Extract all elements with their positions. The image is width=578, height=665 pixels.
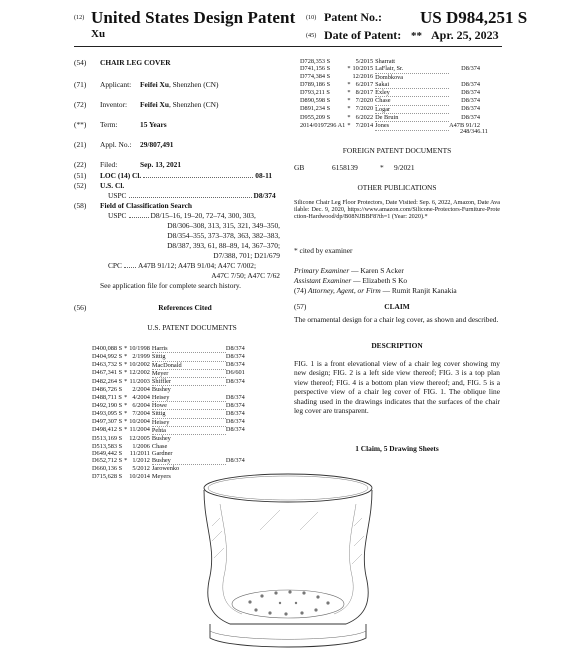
reference-row <box>92 450 247 457</box>
inventor-label: Inventor: <box>100 100 128 109</box>
ref-star: * <box>347 113 351 121</box>
ref-date: 1/2012 <box>132 457 150 465</box>
loc-leader <box>143 172 253 178</box>
ref-number: D400,088 S <box>92 345 123 352</box>
filed-value: Sep. 13, 2021 <box>140 160 182 169</box>
ref-date: 12/2016 <box>352 73 374 81</box>
ref-number: D890,598 S <box>300 96 331 104</box>
reference-row <box>300 58 482 65</box>
ref-class: D8/374 <box>225 352 245 360</box>
ref-inventor: Gardner <box>151 449 173 457</box>
ref-class: D8/374 <box>461 96 481 104</box>
ref-number: D498,412 S <box>92 426 123 434</box>
ref-date: 10/1998 <box>129 345 150 352</box>
ref-inventor: Heisey <box>152 418 226 426</box>
fcs-leader <box>129 212 149 218</box>
reference-row <box>92 378 247 386</box>
design-title: CHAIR LEG COVER <box>100 58 171 67</box>
term-value: 15 Years <box>140 120 167 129</box>
reference-row <box>300 89 482 97</box>
ref-star: * <box>124 345 128 352</box>
ref-number: D492,190 S <box>92 401 123 409</box>
ref-star: * <box>124 457 128 465</box>
ref-date: 11/2011 <box>129 449 150 457</box>
ref-number: D793,211 S <box>300 88 330 96</box>
ref-inventor: Bushey <box>152 457 226 465</box>
reference-row <box>92 426 247 434</box>
foreign-docs-title: FOREIGN PATENT DOCUMENTS <box>342 146 452 155</box>
applicant-name: Feifei Xu <box>140 80 169 89</box>
reference-row <box>300 65 482 73</box>
ref-number: D482,264 S <box>92 377 123 385</box>
uspc-leader <box>129 192 252 198</box>
top-rim <box>204 474 372 502</box>
right-refs-table <box>300 58 482 131</box>
ref-inventor: Chase <box>151 442 168 450</box>
ref-date: 8/2017 <box>355 88 374 96</box>
ref-date: 6/2004 <box>132 401 150 409</box>
us-refs-table <box>92 345 247 480</box>
ref-star: * <box>347 65 351 73</box>
ref-class <box>449 73 482 81</box>
ref-inventor: Sittig <box>152 353 226 361</box>
f52-code: (52) <box>74 181 87 190</box>
ref-star: * <box>124 393 128 401</box>
claim-heading-row <box>294 302 500 311</box>
ref-date: 12/2002 <box>129 369 150 377</box>
foreign-date: 9/2021 <box>394 163 415 172</box>
reference-row <box>92 418 247 426</box>
other-pub-text: Silicone Chair Leg Floor Protectors, Date Visited: Sep. 6, 2022, Amazon, Date Available: Dec. 9, 2020, https://www.amazon.com/Silicone-Protectors-Furniture-Protection-Hardwood/dp/B08NJBBF8?th=1 (Year: 2020).* <box>294 199 500 221</box>
reference-row <box>300 105 482 113</box>
fcs-line: D8/387, 393, 61, 88–89, 14, 367–370; <box>167 241 280 250</box>
description-text: FIG. 1 is a front elevational view of a chair leg cover showing my new design; FIG. 2 is a left side view thereof; FIG. 3 is a top plan view thereof; FIG. 4 is a bottom plan view thereof; and, FIG. 5 is a perspective view of a chair leg cover of FIG. 1. The oblique line shading used in the drawings indicates that the surfaces of the chair leg cover are transparent. <box>294 359 500 416</box>
fcs-line: D7/388, 701; D21/679 <box>213 251 280 260</box>
ref-date: 11/2003 <box>129 377 150 385</box>
ref-star: * <box>347 121 351 129</box>
ref-inventor: MacDonald <box>152 361 226 369</box>
ref-star: * <box>124 369 128 377</box>
ref-star: * <box>347 96 351 104</box>
claims-drawings-summary: 1 Claim, 5 Drawing Sheets <box>355 444 439 453</box>
see-application-note: See application file for complete search history. <box>100 281 241 290</box>
ref-number: D715,628 S <box>92 472 123 480</box>
attorney-label: Attorney, Agent, or Firm <box>308 286 381 295</box>
ref-date: 7/2020 <box>355 105 374 113</box>
cpc-line: A47B 91/12; A47B 91/04; A47C 7/002; <box>137 261 257 270</box>
ref-date: 5/2012 <box>132 464 150 472</box>
ref-date: 7/2004 <box>132 409 150 417</box>
ref-number: D493,095 S <box>92 409 123 417</box>
ref-class: D8/374 <box>225 361 245 369</box>
cpc-label: CPC <box>108 261 122 270</box>
ref-star: * <box>124 418 128 426</box>
other-pub-text-wrap <box>294 199 500 221</box>
ref-number: D513,169 S <box>92 434 123 442</box>
foreign-doc-row <box>294 163 500 172</box>
ref-continuation: 248/346.11 <box>460 128 488 135</box>
reference-row <box>92 402 247 410</box>
ref-date: 12/2005 <box>129 434 150 442</box>
header-divider <box>74 46 502 47</box>
date-marker: ** <box>411 30 422 42</box>
top-rim-inner <box>208 476 368 500</box>
reference-row <box>300 114 482 122</box>
claim-text-wrap <box>294 315 500 324</box>
ref-number: D660,136 S <box>92 464 123 472</box>
ref-class <box>226 450 247 457</box>
foreign-star: * <box>380 163 384 172</box>
ref-inventor: Sakai <box>375 81 449 89</box>
reference-row <box>300 122 482 130</box>
f22-code: (22) <box>74 160 87 169</box>
ref-inventor: Bushey <box>151 386 171 394</box>
header-code-45: (45) <box>306 32 317 39</box>
ref-class: D8/374 <box>461 113 481 121</box>
description-text-wrap <box>294 359 500 415</box>
ref-class: D8/374 <box>225 393 245 401</box>
description-title: DESCRIPTION <box>371 341 423 350</box>
bottom-dot-pattern <box>248 590 329 615</box>
ref-number: 2014/0197296 A1 <box>300 121 346 129</box>
ref-class <box>226 435 247 443</box>
ref-date: 1/2006 <box>132 442 150 450</box>
appl-no-label: Appl. No.: <box>100 140 132 149</box>
ref-class: D8/374 <box>225 457 245 465</box>
f21-code: (21) <box>74 140 87 149</box>
loc-label: LOC (14) Cl. <box>100 171 142 180</box>
ref-date: 7/2014 <box>355 121 374 129</box>
reference-row <box>92 345 247 353</box>
ref-number: D488,711 S <box>92 393 122 401</box>
ref-star: * <box>124 409 128 417</box>
ref-inventor: De Bruin <box>375 114 449 122</box>
ref-number: D774,384 S <box>300 73 331 81</box>
ref-number: D891,234 S <box>300 105 331 113</box>
reference-row <box>92 457 247 465</box>
ref-inventor: LaFlair, Sr. <box>375 65 449 73</box>
cpc-line: A47C 7/50; A47C 7/62 <box>211 271 280 280</box>
ref-inventor: Logar <box>375 105 449 113</box>
ref-date: 11/2004 <box>129 426 150 434</box>
ref-number: D728,353 S <box>300 58 331 65</box>
attorney-row <box>294 286 457 295</box>
ref-star: * <box>124 352 128 360</box>
ref-class: D8/374 <box>225 345 245 352</box>
f58-code: (58) <box>74 201 87 210</box>
ref-number: D789,186 S <box>300 80 331 88</box>
ref-inventor: Shiffler <box>152 378 226 386</box>
ref-number: D955,209 S <box>300 113 331 121</box>
ref-date: 5/2015 <box>355 58 374 65</box>
ref-star: * <box>124 377 128 385</box>
ref-class: D8/374 <box>461 88 481 96</box>
base-line <box>210 631 366 639</box>
reference-row <box>300 81 482 89</box>
ref-inventor: Bushey <box>151 435 171 443</box>
ref-class: D8/374 <box>461 105 481 113</box>
uspc-label: USPC <box>108 191 127 200</box>
ref-date: 10/2015 <box>352 65 374 73</box>
reference-row <box>300 73 482 81</box>
ref-inventor: Sharratt <box>375 58 396 65</box>
filed-label: Filed: <box>100 160 118 169</box>
foreign-no: 6158139 <box>332 163 358 172</box>
reference-row <box>92 369 247 377</box>
claim-code: (57) <box>294 302 307 311</box>
ref-inventor: Meyers <box>151 472 171 480</box>
ref-number: D652,712 S <box>92 457 123 465</box>
reference-row <box>92 435 247 443</box>
ref-date: 10/2004 <box>129 418 150 426</box>
ref-star: * <box>124 401 128 409</box>
ref-number: D467,341 S <box>92 369 123 377</box>
reference-row <box>92 386 247 394</box>
ref-number: D486,726 S <box>92 385 123 393</box>
ref-star: * <box>347 88 351 96</box>
ref-class: D8/374 <box>225 426 245 434</box>
ref-inventor: Heisey <box>152 394 226 402</box>
ref-date: 10/2014 <box>129 472 150 480</box>
attorney-name: — Rumit Ranjit Kanakia <box>382 286 457 295</box>
reference-row <box>92 361 247 369</box>
ref-class: D8/374 <box>225 377 245 385</box>
fcs-line: D8/306–308, 313, 315, 321, 349–350, <box>167 221 280 230</box>
ref-inventor: Pehta <box>152 426 226 434</box>
field-search-label: Field of Classification Search <box>100 201 193 210</box>
us-patent-docs-title: U.S. PATENT DOCUMENTS <box>147 323 237 332</box>
assistant-examiner-label: Assistant Examiner <box>294 276 352 285</box>
reference-row <box>92 443 247 450</box>
applicant-label: Applicant: <box>100 80 132 89</box>
ref-date: 6/2022 <box>355 113 374 121</box>
ref-date: 7/2020 <box>355 96 374 104</box>
ref-number: D741,156 S <box>300 65 331 73</box>
ref-date: 6/2017 <box>355 80 374 88</box>
f72-code: (72) <box>74 100 87 109</box>
ref-inventor: Jones <box>375 122 449 130</box>
header-inventor: Xu <box>91 28 106 40</box>
ref-number: D497,307 S <box>92 418 123 426</box>
ref-number: D463,732 S <box>92 361 123 369</box>
ref-star: * <box>124 361 128 369</box>
f56-code: (56) <box>74 303 87 312</box>
ref-star: * <box>124 426 128 434</box>
primary-examiner-name: — Karen S Acker <box>351 266 404 275</box>
claim-title: CLAIM <box>384 302 410 311</box>
date-label: Date of Patent: <box>324 28 402 42</box>
reference-row <box>300 97 482 105</box>
ref-inventor: Harris <box>152 345 226 353</box>
ref-star: * <box>347 80 351 88</box>
ref-inventor: Dombkova <box>375 73 404 81</box>
patent-number: US D984,251 S <box>420 8 528 27</box>
ref-inventor: Howe <box>152 402 226 410</box>
reference-row <box>92 410 247 418</box>
ref-inventor: Exley <box>375 89 449 97</box>
left-column <box>74 58 284 358</box>
ref-class: D6/601 <box>225 369 245 377</box>
ref-class <box>226 386 247 394</box>
ref-date: 2/2004 <box>132 385 150 393</box>
fcs-uspc-label: USPC <box>108 211 127 220</box>
ref-class: A47B 91/12 <box>449 121 481 129</box>
ref-inventor: Jarowenko <box>151 465 180 473</box>
transparency-shading <box>212 510 364 564</box>
cpc-leader <box>124 262 136 268</box>
ref-inventor: Chase <box>375 97 449 105</box>
assistant-examiner-row <box>294 276 407 285</box>
reference-row <box>92 353 247 361</box>
ref-class: D8/374 <box>225 401 245 409</box>
term-label: Term: <box>100 120 118 129</box>
ref-inventor: Sittig <box>152 410 226 418</box>
ref-class <box>226 443 247 450</box>
inventor-name: Feifei Xu <box>140 100 169 109</box>
primary-examiner-row <box>294 266 404 275</box>
reference-row <box>92 394 247 402</box>
ref-date: 4/2004 <box>132 393 150 401</box>
references-cited-title: References Cited <box>158 303 212 312</box>
us-refs-table-wrap <box>92 345 247 480</box>
header-code-10: (10) <box>306 14 317 21</box>
fcs-line: D8/15–16, 19–20, 72–74, 300, 303, <box>150 211 256 220</box>
ref-date: 2/1999 <box>132 352 150 360</box>
ref-class: D8/374 <box>225 409 245 417</box>
inventor-place: , Shenzhen (CN) <box>168 100 219 109</box>
patent-no-label: Patent No.: <box>324 10 382 24</box>
header-code-12: (12) <box>74 14 85 21</box>
ref-class: D8/374 <box>461 80 481 88</box>
attorney-code: (74) <box>294 286 307 295</box>
uspc-value: D8/374 <box>253 191 276 200</box>
term-code: (**) <box>74 120 87 129</box>
ref-number: D513,583 S <box>92 442 123 450</box>
primary-examiner-label: Primary Examiner <box>294 266 350 275</box>
fcs-line: D8/354–355, 373–378, 363, 382–383, <box>167 231 280 240</box>
ref-class: D8/374 <box>461 65 481 73</box>
assistant-examiner-name: — Elizabeth S Ko <box>353 276 408 285</box>
appl-no-value: 29/807,491 <box>140 140 174 149</box>
applicant-place: , Shenzhen (CN) <box>168 80 219 89</box>
other-pubs-title: OTHER PUBLICATIONS <box>357 183 437 192</box>
ref-number: D404,992 S <box>92 352 123 360</box>
body-outline <box>204 490 372 624</box>
chair-leg-cover-drawing <box>190 466 390 656</box>
ref-inventor: Meyer <box>152 369 226 377</box>
right-refs-table-wrap <box>300 58 482 131</box>
patent-type-title: United States Design Patent <box>91 8 296 27</box>
ref-class: D8/374 <box>225 418 245 426</box>
f54-code: (54) <box>74 58 87 67</box>
us-cl-label: U.S. Cl. <box>100 181 125 190</box>
claim-text: The ornamental design for a chair leg cover, as shown and described. <box>294 315 499 324</box>
f51-code: (51) <box>74 171 87 180</box>
loc-value: 08-11 <box>255 171 273 180</box>
cited-by-examiner-note: * cited by examiner <box>294 246 353 255</box>
base-ring <box>210 624 366 647</box>
f71-code: (71) <box>74 80 87 89</box>
ref-date: 10/2002 <box>129 361 150 369</box>
foreign-country: GB <box>294 163 305 172</box>
ref-class <box>449 58 482 65</box>
ref-number: D649,442 S <box>92 449 123 457</box>
ref-star: * <box>347 105 351 113</box>
patent-date: Apr. 25, 2023 <box>431 28 499 42</box>
